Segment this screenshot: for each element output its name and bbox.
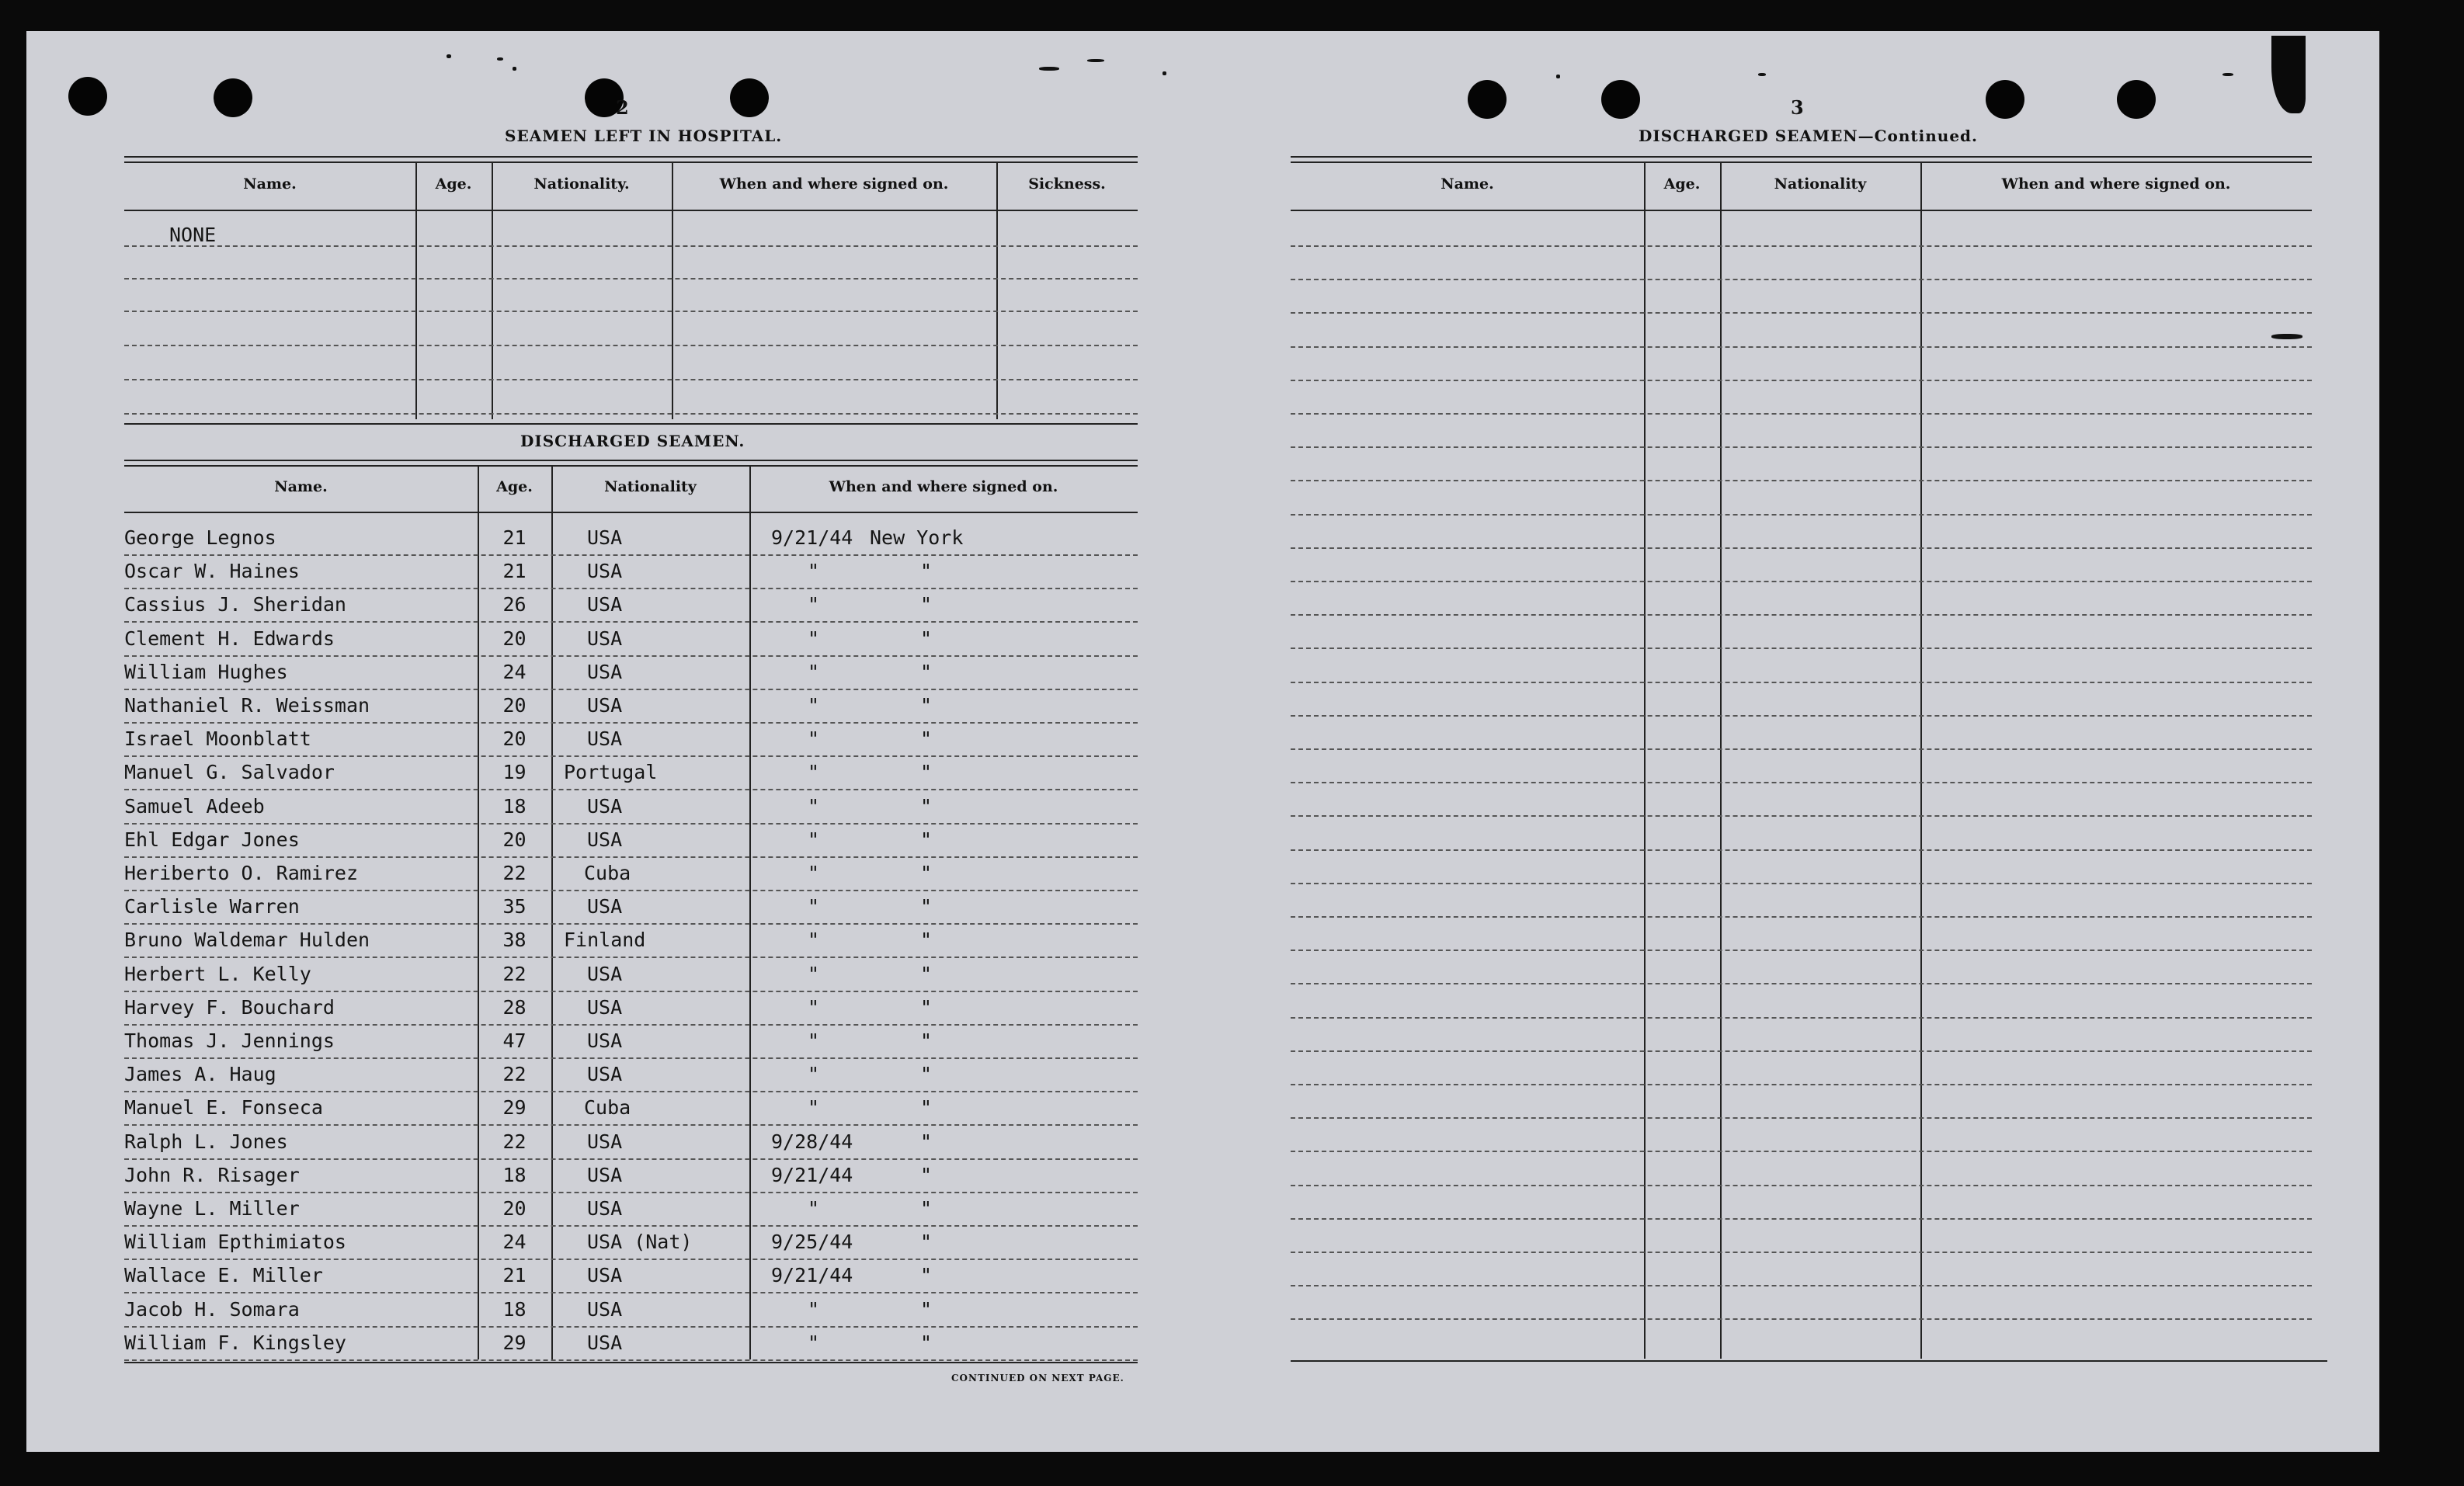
discharged-header-age: Age. [496,478,533,495]
rule [124,465,1138,467]
seaman-nationality: USA [587,1163,623,1186]
row-rule [1291,748,2312,750]
ditto-mark: " [808,560,820,583]
row-rule [1291,1084,2312,1085]
dust-speck [1162,71,1166,75]
row-rule [124,1158,1138,1160]
row-rule [124,345,1138,346]
row-rule [1291,380,2312,381]
right-header-signed-on: When and where signed on. [2001,175,2231,193]
row-rule [1291,1218,2312,1220]
ditto-mark: " [808,995,820,1019]
rule [124,460,1138,461]
ditto-mark: " [808,1096,820,1120]
seaman-nationality: USA [587,1297,623,1321]
punch-hole [1986,80,2024,119]
row-rule [124,890,1138,891]
seaman-age: 29 [502,1096,527,1120]
seaman-age: 28 [502,995,527,1019]
row-rule [1291,648,2312,649]
row-rule [124,1326,1138,1328]
signed-on-place: New York [870,526,964,549]
ditto-mark: " [920,727,933,751]
row-rule [124,689,1138,690]
continued-footer: CONTINUED ON NEXT PAGE. [951,1373,1124,1384]
seaman-age: 22 [502,862,527,884]
row-rule [124,311,1138,312]
row-rule [124,1259,1138,1260]
seaman-nationality: USA [587,995,623,1019]
seaman-nationality: USA [587,660,623,683]
row-rule [1291,950,2312,951]
ditto-mark: " [808,1297,820,1321]
row-rule [124,957,1138,958]
ditto-mark: " [808,1197,820,1220]
row-rule [1291,614,2312,616]
seaman-nationality: Cuba [584,862,631,884]
seaman-nationality: USA [587,895,623,918]
ditto-mark: " [920,895,933,918]
ditto-mark: " [920,1063,933,1086]
seaman-nationality: USA [587,1063,623,1086]
seaman-name: Thomas J. Jennings [124,1029,335,1052]
seaman-age: 20 [502,727,527,751]
row-rule [124,554,1138,556]
seaman-name: Wallace E. Miller [124,1264,323,1287]
dust-speck [1039,67,1059,71]
dust-speck [513,67,516,71]
row-rule [124,588,1138,589]
discharged-header-signed-on: When and where signed on. [829,478,1058,495]
seaman-age: 20 [502,828,527,851]
row-rule [124,621,1138,623]
seaman-age: 29 [502,1331,527,1354]
row-rule [1291,1318,2312,1320]
ditto-mark: " [920,660,933,683]
hospital-entry-none: NONE [169,224,217,246]
row-rule [124,1124,1138,1126]
ditto-mark: " [920,761,933,784]
discharged-section-title: DISCHARGED SEAMEN. [520,432,745,450]
rule [1291,161,2312,163]
seaman-age: 20 [502,694,527,717]
right-header-nationality: Nationality [1774,175,1867,193]
signed-on-date: 9/25/44 [771,1231,853,1254]
seaman-age: 20 [502,1197,527,1220]
ditto-mark: " [808,660,820,683]
signed-on-date: 9/28/44 [771,1130,853,1153]
hospital-header-name: Name. [243,175,297,193]
seaman-nationality: USA [587,794,623,818]
ditto-mark: " [808,929,820,952]
signed-on-date: 9/21/44 [771,526,853,549]
signed-on-date: 9/21/44 [771,1163,853,1186]
ditto-mark: " [920,593,933,616]
column-divider [1720,163,1722,1359]
row-rule [1291,715,2312,717]
seaman-age: 21 [502,526,527,549]
ditto-mark: " [920,1163,933,1186]
seaman-name: William F. Kingsley [124,1331,346,1354]
ditto-mark: " [808,694,820,717]
row-rule [124,923,1138,925]
row-rule [1291,446,2312,448]
ditto-mark: " [920,929,933,952]
row-rule [124,1024,1138,1026]
punch-hole [2117,80,2156,119]
ditto-mark: " [920,962,933,985]
row-rule [124,1192,1138,1193]
seaman-name: Manuel G. Salvador [124,761,335,784]
ditto-mark: " [808,1029,820,1052]
seaman-name: Cassius J. Sheridan [124,593,346,616]
row-rule [1291,815,2312,817]
hospital-section-title: SEAMEN LEFT IN HOSPITAL. [505,127,783,145]
seaman-nationality: USA [587,526,623,549]
row-rule [1291,682,2312,683]
seaman-age: 22 [502,1130,527,1153]
discharged-header-name: Name. [274,478,328,495]
ditto-mark: " [808,627,820,650]
seaman-name: Samuel Adeeb [124,794,265,818]
row-rule [1291,1185,2312,1186]
row-rule [1291,849,2312,851]
page-number-left: 2 [616,96,629,119]
seaman-name: Nathaniel R. Weissman [124,694,370,717]
ditto-mark: " [808,1331,820,1354]
ditto-mark: " [920,1130,933,1153]
seaman-name: Herbert L. Kelly [124,962,311,985]
row-rule [1291,279,2312,280]
row-rule [1291,1050,2312,1052]
hospital-header-nationality: Nationality. [533,175,630,193]
row-rule [1291,1017,2312,1019]
seaman-age: 22 [502,962,527,985]
dust-speck [1087,59,1104,62]
row-rule [1291,782,2312,783]
dust-speck [447,54,451,58]
seaman-nationality: Cuba [584,1096,631,1120]
rule [124,423,1138,425]
ditto-mark: " [920,862,933,884]
seaman-name: Israel Moonblatt [124,727,311,751]
rule [1291,1360,2327,1362]
continued-section-title: DISCHARGED SEAMEN—Continued. [1639,127,1978,145]
ditto-mark: " [920,1197,933,1220]
seaman-name: Ralph L. Jones [124,1130,288,1153]
rule [124,161,1138,163]
column-divider [672,163,673,419]
ditto-mark: " [920,694,933,717]
row-rule [1291,916,2312,918]
row-rule [124,278,1138,279]
ditto-mark: " [808,794,820,818]
seaman-name: Bruno Waldemar Hulden [124,929,370,952]
row-rule [124,413,1138,415]
column-divider [492,163,493,419]
ditto-mark: " [808,962,820,985]
dust-speck [1556,75,1560,78]
dust-speck [2271,334,2302,339]
seaman-age: 20 [502,627,527,650]
dust-speck [497,57,503,61]
row-rule [124,1225,1138,1227]
ditto-mark: " [920,627,933,650]
seaman-nationality: USA [587,593,623,616]
row-rule [1291,480,2312,481]
ditto-mark: " [920,560,933,583]
dust-speck [1758,73,1766,76]
punch-hole [730,78,769,117]
ditto-mark: " [808,761,820,784]
row-rule [124,1292,1138,1293]
row-rule [124,789,1138,790]
seaman-nationality: USA [587,1331,623,1354]
seaman-age: 21 [502,560,527,583]
seaman-name: Wayne L. Miller [124,1197,300,1220]
ditto-mark: " [808,593,820,616]
row-rule [1291,514,2312,516]
seaman-age: 24 [502,660,527,683]
row-rule [1291,413,2312,415]
seaman-name: George Legnos [124,526,276,549]
seaman-nationality: Portugal [564,761,658,784]
discharged-header-nationality: Nationality [604,478,697,495]
row-rule [1291,883,2312,884]
row-rule [1291,983,2312,984]
ditto-mark: " [808,727,820,751]
ditto-mark: " [920,1096,933,1120]
seaman-age: 35 [502,895,527,918]
seaman-nationality: USA [587,1029,623,1052]
seaman-age: 22 [502,1063,527,1086]
row-rule [1291,581,2312,582]
punch-hole [1468,80,1507,119]
ditto-mark: " [920,1264,933,1287]
seaman-nationality: USA [587,1264,623,1287]
seaman-age: 18 [502,1163,527,1186]
row-rule [124,991,1138,992]
ditto-mark: " [808,828,820,851]
seaman-name: Ehl Edgar Jones [124,828,300,851]
seaman-age: 18 [502,1297,527,1321]
rule [1291,210,2312,211]
column-divider [996,163,998,419]
ditto-mark: " [808,895,820,918]
row-rule [124,655,1138,657]
seaman-nationality: Finland [564,929,646,952]
ditto-mark: " [920,995,933,1019]
row-rule [1291,1285,2312,1286]
row-rule [1291,312,2312,314]
ditto-mark: " [920,1231,933,1254]
seaman-nationality: USA [587,1197,623,1220]
rule [124,512,1138,513]
right-header-age: Age. [1663,175,1701,193]
ditto-mark: " [920,1029,933,1052]
seaman-age: 26 [502,593,527,616]
seaman-name: James A. Haug [124,1063,276,1086]
ditto-mark: " [920,794,933,818]
row-rule [1291,346,2312,348]
seaman-name: Jacob H. Somara [124,1297,300,1321]
row-rule [1291,245,2312,247]
seaman-nationality: USA [587,627,623,650]
hospital-header-age: Age. [435,175,472,193]
punch-hole [68,77,107,116]
seaman-name: Carlisle Warren [124,895,300,918]
seaman-name: Clement H. Edwards [124,627,335,650]
row-rule [124,1091,1138,1092]
rule [124,156,1138,158]
ditto-mark: " [808,1063,820,1086]
seaman-age: 21 [502,1264,527,1287]
row-rule [1291,1252,2312,1253]
row-rule [124,1057,1138,1059]
seaman-name: William Hughes [124,660,288,683]
hospital-header-sickness: Sickness. [1028,175,1106,193]
ditto-mark: " [920,1331,933,1354]
seaman-nationality: USA [587,1130,623,1153]
seaman-nationality: USA [587,727,623,751]
ditto-mark: " [920,1297,933,1321]
seaman-nationality: USA [587,962,623,985]
seaman-nationality: USA [587,694,623,717]
paper-sheet [26,31,2379,1452]
rule [1291,156,2312,158]
row-rule [124,755,1138,757]
right-header-name: Name. [1441,175,1494,193]
rule [124,1362,1138,1363]
seaman-nationality: USA (Nat) [587,1231,693,1254]
row-rule [124,856,1138,858]
row-rule [124,1359,1138,1361]
seaman-name: Heriberto O. Ramirez [124,862,359,884]
seaman-name: Manuel E. Fonseca [124,1096,323,1120]
rule [124,210,1138,211]
row-rule [1291,1117,2312,1119]
seaman-name: Oscar W. Haines [124,560,300,583]
row-rule [1291,547,2312,549]
seaman-age: 19 [502,761,527,784]
seaman-age: 47 [502,1029,527,1052]
seaman-name: William Epthimiatos [124,1231,346,1254]
seaman-age: 18 [502,794,527,818]
ditto-mark: " [920,828,933,851]
seaman-nationality: USA [587,560,623,583]
row-rule [124,379,1138,380]
seaman-name: Harvey F. Bouchard [124,995,335,1019]
column-divider [1644,163,1646,1359]
page-number-right: 3 [1791,96,1804,119]
row-rule [124,823,1138,825]
punch-hole [214,78,252,117]
dust-speck [2222,73,2233,76]
row-rule [124,245,1138,247]
seaman-age: 24 [502,1231,527,1254]
ditto-mark: " [808,862,820,884]
column-divider [1920,163,1922,1359]
hospital-header-signed-on: When and where signed on. [719,175,949,193]
punch-hole [1601,80,1640,119]
seaman-nationality: USA [587,828,623,851]
seaman-name: John R. Risager [124,1163,300,1186]
row-rule [124,722,1138,724]
seaman-age: 38 [502,929,527,952]
column-divider [415,163,417,419]
row-rule [1291,1151,2312,1152]
signed-on-date: 9/21/44 [771,1264,853,1287]
